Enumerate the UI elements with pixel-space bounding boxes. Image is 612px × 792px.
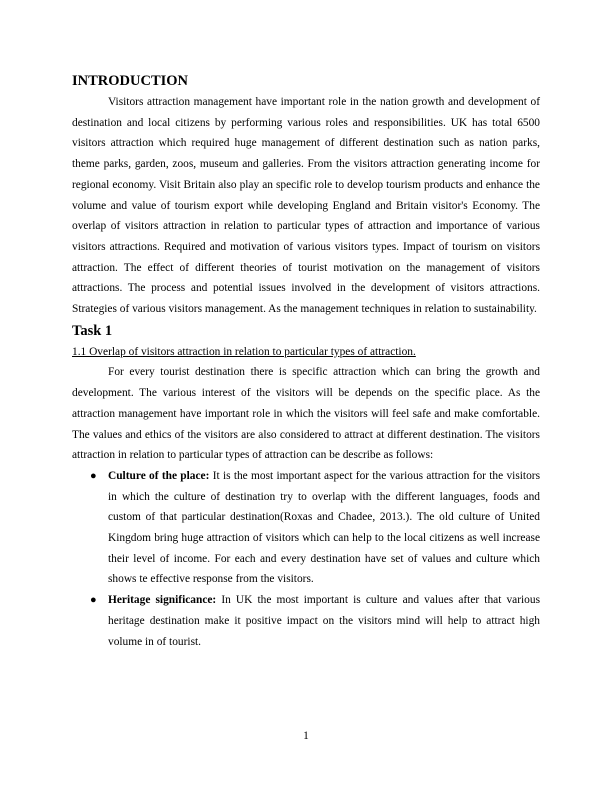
page-content bbox=[72, 68, 540, 652]
task-1-1-paragraph: For every tourist destination there is specific attraction which can bring the growth and development. The various interest of the visitors will be depends on the specific place. As the attraction management have important role in which the visitors will feel safe and make comfortable. The values and ethics of the visitors are also considered to attract at different destination. The visitors attraction in relation to particular types of attraction can be describe as follows: bbox=[72, 366, 540, 462]
introduction-paragraph: Visitors attraction management have important role in the nation growth and development of destination and local citizens by performing various roles and responsibilities. UK has total 6500 visitors attraction which required huge management of different destination such as nation parks, theme parks, garden, zoos, museum and galleries. From the visitors attraction generating income for regional economy. Visit Britain also play an specific role to develop tourism products and enhance the volume and value of tourism export while developing England and Britain visitor's Economy. The overlap of visitors attraction in relation to particular types of attraction and importance of various visitors attractions. Required and motivation of various visitors types. Impact of tourism on visitors attraction. The effect of different theories of tourist motivation on the management of visitors attractions. The process and potential issues involved in the development of visitors attractions. Strategies of various visitors management. As the management techniques in relation to sustainability. bbox=[72, 96, 540, 316]
bullet-term: Heritage significance: bbox=[108, 594, 217, 607]
bullet-text: It is the most important aspect for the various attraction for the visitors in which the culture of destination try to overlap with the different languages, foods and custom of that particular destination(Roxas and Chadee, 2013.). The old culture of United Kingdom bring huge attraction of visitors which can help to the local citizens as well increase their level of income. For each and every destination have set of values and culture which shows te effective response from the visitors. bbox=[108, 469, 541, 586]
attraction-types-list bbox=[72, 466, 540, 652]
bullet-term: Culture of the place: bbox=[108, 469, 210, 482]
list-item bbox=[72, 466, 540, 590]
task-1-heading: Task 1 bbox=[72, 322, 113, 339]
list-item bbox=[72, 590, 540, 652]
introduction-heading: INTRODUCTION bbox=[72, 73, 189, 89]
page-number: 1 bbox=[303, 730, 309, 742]
bullet-text: In UK the most important is culture and values after that various heritage destination make it positive impact on the visitors mind will help to attract high volume in of tourist. bbox=[108, 594, 541, 648]
task-1-1-subheading: 1.1 Overlap of visitors attraction in relation to particular types of attraction. bbox=[72, 345, 416, 358]
bullet-icon: ● bbox=[90, 469, 97, 482]
bullet-icon: ● bbox=[90, 594, 97, 607]
